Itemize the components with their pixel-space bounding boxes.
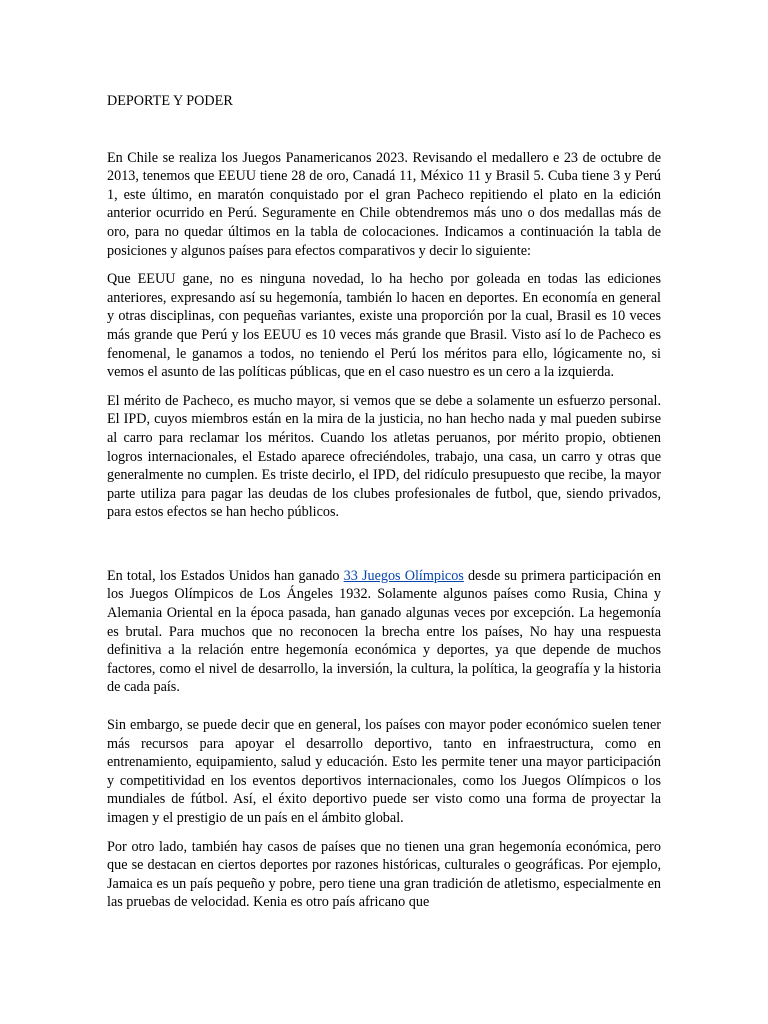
document-page xyxy=(107,92,661,912)
olympic-games-link[interactable]: 33 Juegos Olímpicos xyxy=(343,567,464,584)
paragraph-otros-paises: Por otro lado, también hay casos de países que no tienen una gran hegemonía económica, pero que se destacan en ciertos deportes por razones históricas, culturales o geográficas. Por ejemplo, Jamaica es un país pequeño y pobre, pero tiene una gran tradición de atletismo, especialmente en las pruebas de velocidad. Kenia es otro país africano que xyxy=(107,838,661,911)
paragraph-eeuu-hegemonia: Que EEUU gane, no es ninguna novedad, lo ha hecho por goleada en todas las ediciones anteriores, expresando así su hegemonía, también lo hacen en deportes. En economía en general y otras disciplinas, con pequeñas variantes, existe una proporción por la cual, Brasil es 10 veces más grande que Perú y los EEUU es 10 veces más grande que Brasil. Visto así lo de Pacheco es fenomenal, le ganamos a todos, no teniendo el Perú los méritos para ello, lógicamente no, si vemos el asunto de las políticas públicas, que en el caso nuestro es un cero a la izquierda. xyxy=(107,271,661,381)
paragraph-panamericanos: En Chile se realiza los Juegos Panamericanos 2023. Revisando el medallero e 23 de octubre de 2013, tenemos que EEUU tiene 28 de oro, Canadá 11, México 11 y Brasil 5. Cuba tiene 3 y Perú 1, este último, en maratón conquistado por el gran Pacheco repitiendo el plato en la edición anterior ocurrido en Perú. Seguramente en Chile obtendremos más uno o dos medallas más de oro, para no quedar últimos en la tabla de colocaciones. Indicamos a continuación la tabla de posiciones y algunos países para efectos comparativos y decir lo siguiente: xyxy=(107,149,661,259)
page-title: DEPORTE Y PODER xyxy=(107,93,233,109)
paragraph-text-end: desde su primera participación en los Juegos Olímpicos de Los Ángeles 1932. Solamente algunos países como Rusia, China y Alemania Oriental en la época pasada, han ganado algunas veces por excepción. La hegemonía es brutal. Para muchos que no reconocen la brecha entre los países, No hay una respuesta definitiva a la relación entre hegemonía económica y deportes, ya que depende de muchos factores, como el nivel de desarrollo, la inversión, la cultura, la política, la geografía y la historia de cada país. xyxy=(107,567,661,696)
paragraph-merito-pacheco: El mérito de Pacheco, es mucho mayor, si vemos que se debe a solamente un esfuerzo personal. El IPD, cuyos miembros están en la mira de la justicia, no han hecho nada y mal pueden subirse al carro para reclamar los méritos. Cuando los atletas peruanos, por mérito propio, obtienen logros internacionales, el Estado aparece ofreciéndoles, trabajo, una casa, un carro y otras que generalmente no cumplen. Es triste decirlo, el IPD, del ridículo presupuesto que recibe, la mayor parte utiliza para pagar las deudas de los clubes profesionales de futbol, que, siendo privados, para estos efectos se han hecho públicos. xyxy=(107,392,661,521)
paragraph-poder-economico: Sin embargo, se puede decir que en general, los países con mayor poder económico suelen tener más recursos para apoyar el desarrollo deportivo, tanto en infraestructura, como en entrenamiento, equipamiento, salud y educación. Esto les permite tener una mayor participación y competitividad en los eventos deportivos internacionales, como los Juegos Olímpicos o los mundiales de fútbol. Así, el éxito deportivo puede ser visto como una forma de proyectar la imagen y el prestigio de un país en el ámbito global. xyxy=(107,717,661,826)
paragraph-juegos-olimpicos xyxy=(107,567,661,697)
paragraph-text-start: En total, los Estados Unidos han ganado xyxy=(107,567,344,584)
